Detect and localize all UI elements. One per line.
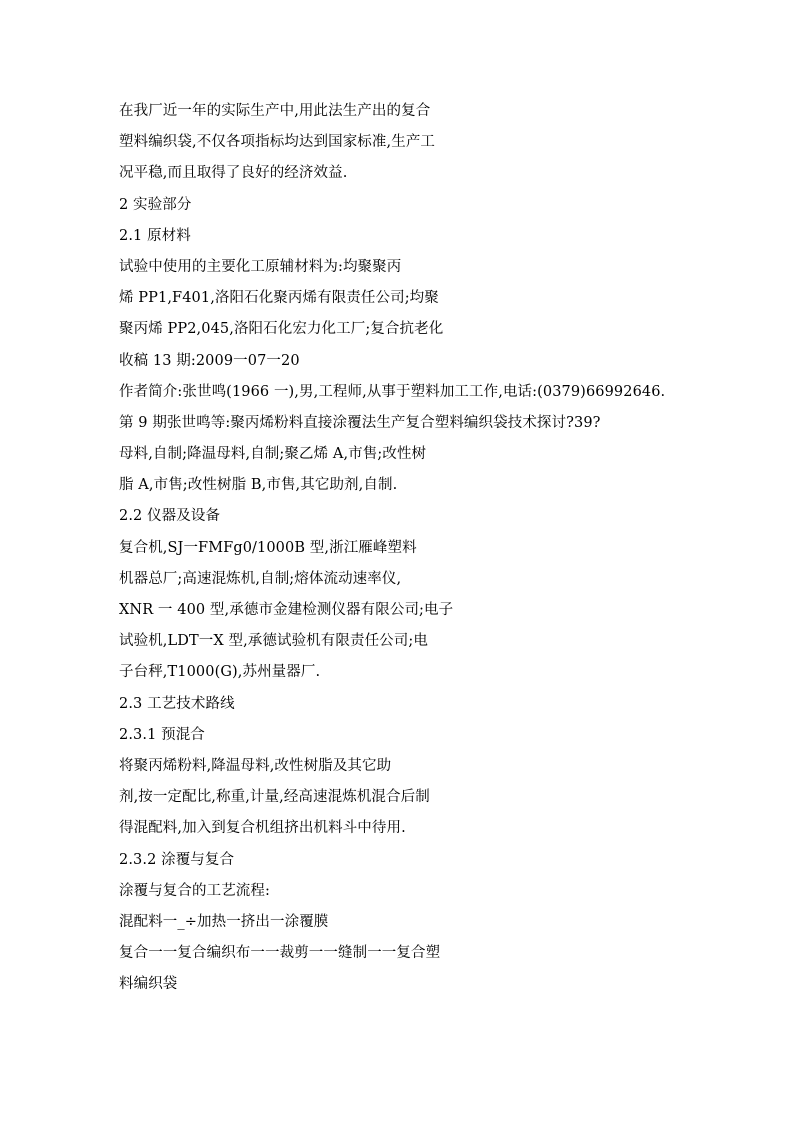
text-line: 试验中使用的主要化工原辅材料为:均聚聚丙 [119, 258, 402, 275]
running-header-line: 第 9 期张世鸣等:聚丙烯粉料直接涂覆法生产复合塑料编织袋技术探讨?39? [119, 414, 601, 431]
process-flow-line: 混配料一_÷加热一挤出一涂覆膜 [119, 913, 329, 930]
text-line: 涂覆与复合的工艺流程: [119, 882, 270, 899]
text-line: 将聚丙烯粉料,降温母料,改性树脂及其它助 [119, 757, 392, 774]
text-line: XNR 一 400 型,承德市金建检测仪器有限公司;电子 [119, 602, 454, 618]
text-line: 脂 A,市售;改性树脂 B,市售,其它助剂,自制. [119, 477, 398, 494]
text-line: 机器总厂;高速混炼机,自制;熔体流动速率仪, [119, 570, 402, 587]
text-line: 子台秤,T1000(G),苏州量器厂. [119, 664, 321, 681]
text-line: 聚丙烯 PP2,045,洛阳石化宏力化工厂;复合抗老化 [119, 321, 444, 338]
text-line: 剂,按一定配比,称重,计量,经高速混炼机混合后制 [119, 789, 430, 806]
process-flow-line: 料编织袋 [119, 976, 178, 993]
text-line: 复合机,SJ一FMFg0/1000B 型,浙江雁峰塑料 [119, 539, 417, 556]
subsection-heading: 2.1 原材料 [119, 227, 191, 244]
subsubsection-heading: 2.3.2 涂覆与复合 [119, 851, 235, 868]
text-line: 况平稳,而且取得了良好的经济效益. [119, 165, 348, 182]
text-line: 试验机,LDT一X 型,承德试验机有限责任公司;电 [119, 633, 428, 650]
text-line: 烯 PP1,F401,洛阳石化聚丙烯有限责任公司;均聚 [119, 290, 439, 307]
subsubsection-heading: 2.3.1 预混合 [119, 726, 205, 743]
document-body [119, 96, 759, 1000]
author-bio-line: 作者简介:张世鸣(1966 一),男,工程师,从事于塑料加工工作,电话:(0379)66992646. [119, 383, 666, 400]
text-line: 塑料编织袋,不仅各项指标均达到国家标准,生产工 [119, 134, 436, 151]
received-date-line: 收稿 13 期:2009一07一20 [119, 352, 300, 369]
subsection-heading: 2.3 工艺技术路线 [119, 695, 235, 712]
text-line: 得混配料,加入到复合机组挤出机料斗中待用. [119, 820, 406, 837]
section-heading: 2 实验部分 [119, 196, 192, 213]
text-line: 母料,自制;降温母料,自制;聚乙烯 A,市售;改性树 [119, 446, 427, 463]
subsection-heading: 2.2 仪器及设备 [119, 508, 221, 525]
text-line: 在我厂近一年的实际生产中,用此法生产出的复合 [119, 103, 431, 119]
process-flow-line: 复合一一复合编织布一一裁剪一一缝制一一复合塑 [119, 945, 441, 962]
